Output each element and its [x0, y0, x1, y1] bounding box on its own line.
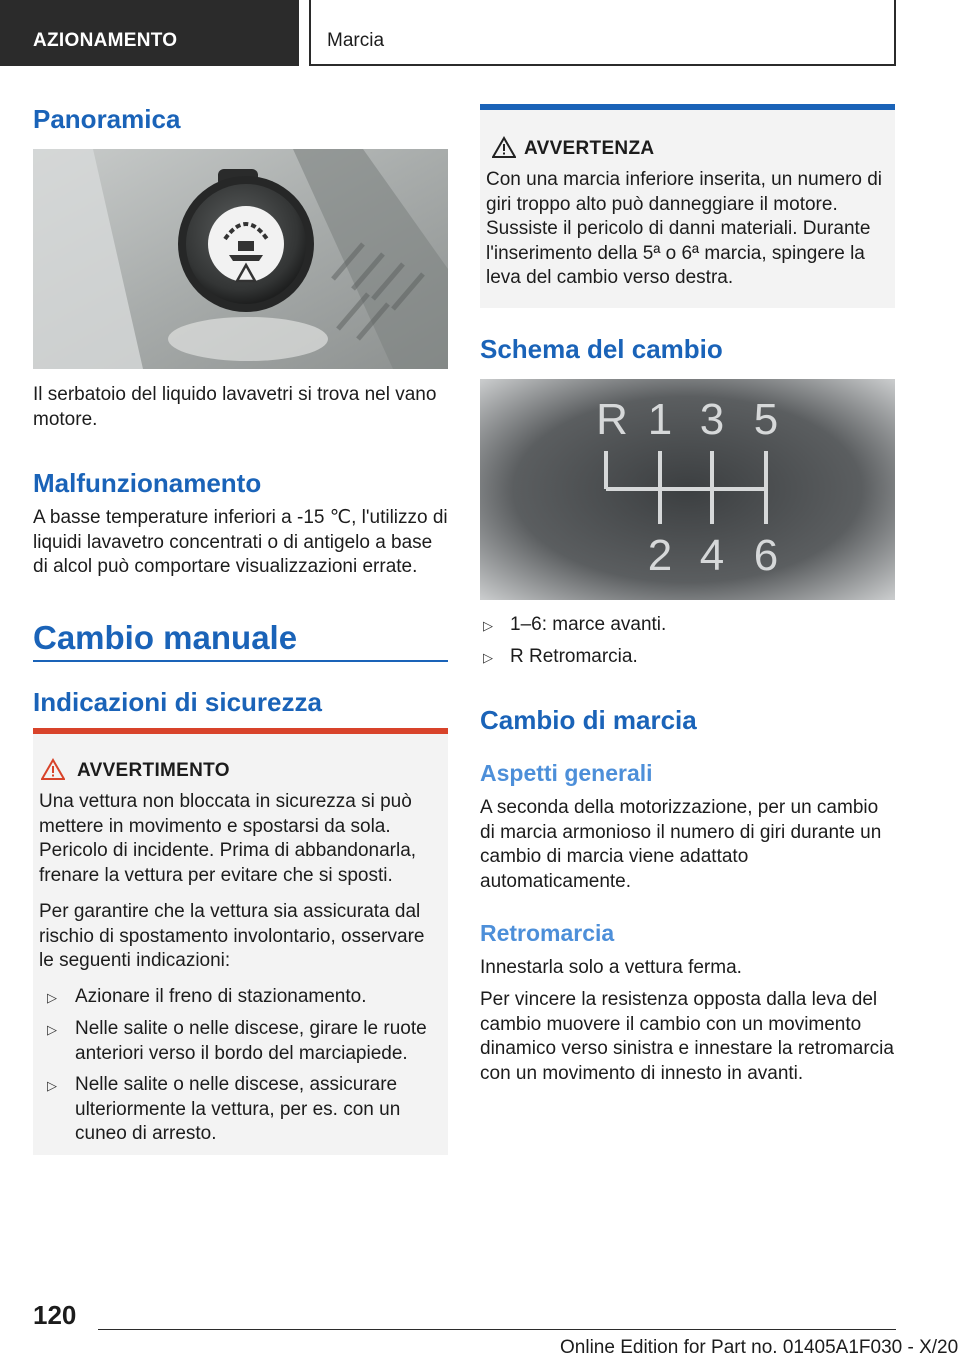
washer-reservoir-image — [33, 149, 448, 369]
schema-cambio-heading: Schema del cambio — [480, 334, 723, 364]
list-item: Nelle salite o nelle discese, assicurare ulteriormente la vettura, per es. con un cuneo di arresto. — [75, 1074, 401, 1144]
bullet-triangle-icon: ▷ — [47, 1078, 57, 1093]
bullet-triangle-icon: ▷ — [47, 1022, 57, 1037]
bullet-triangle-icon: ▷ — [483, 618, 493, 633]
section-divider — [33, 660, 448, 662]
aspetti-generali-text: A seconda della motorizzazione, per un cambio di marcia armonioso il numero di giri durante un cambio di marcia viene adattato automaticamente. — [480, 797, 882, 892]
header-chapter-label: Marcia — [327, 30, 385, 51]
panoramica-text: Il serbatoio del liquido lavavetri si trova nel vano motore. — [33, 384, 437, 430]
avvertimento-title: AVVERTIMENTO — [77, 760, 230, 781]
cambio-marcia-heading: Cambio di marcia — [480, 705, 697, 735]
header-section-tab — [0, 0, 299, 66]
avvertimento-para-2: Per garantire che la vettura sia assicurata dal rischio di spostamento involontario, osservare le seguenti indicazioni: — [39, 901, 425, 971]
list-item: R Retromarcia. — [510, 646, 638, 667]
avvertenza-text: Con una marcia inferiore inserita, un numero di giri troppo alto può danneggiare il motore. Sussiste il pericolo di danni materiali. Durante l'inserimento della 5ª o 6ª marcia, spingere la leva del cambio verso destra. — [486, 169, 883, 288]
list-item: 1–6: marce avanti. — [510, 614, 667, 635]
bullet-triangle-icon: ▷ — [47, 990, 57, 1005]
avvertimento-box — [33, 728, 448, 1155]
list-item: Nelle salite o nelle discese, girare le ruote anteriori verso il bordo del marciapiede. — [75, 1018, 427, 1064]
header-chapter-bar — [309, 0, 896, 66]
gear-label: 5 — [753, 395, 779, 444]
avvertenza-box — [480, 104, 895, 308]
panoramica-heading: Panoramica — [33, 104, 181, 134]
retromarcia-heading: Retromarcia — [480, 920, 615, 946]
warning-triangle-icon — [492, 136, 516, 158]
avvertenza-title: AVVERTENZA — [524, 138, 655, 159]
footer-divider — [98, 1329, 896, 1330]
list-item: Azionare il freno di stazionamento. — [75, 986, 367, 1007]
page-number: 120 — [33, 1300, 77, 1330]
retromarcia-para-2: Per vincere la resistenza opposta dalla leva del cambio muovere il cambio con un movimento dinamico verso sinistra e innestare la retromarcia con un movimento di innesto in avanti. — [480, 989, 894, 1084]
aspetti-generali-heading: Aspetti generali — [480, 760, 653, 786]
bullet-triangle-icon: ▷ — [483, 650, 493, 665]
indicazioni-sicurezza-heading: Indicazioni di sicurezza — [33, 687, 322, 717]
avvertimento-para-1: Una vettura non bloccata in sicurezza si può mettere in movimento e spostarsi da sola. Pericolo di incidente. Prima di abbandonarla, frenare la vettura per evitare che si sposti. — [39, 791, 417, 886]
gear-label: 2 — [647, 531, 673, 580]
gear-shift-pattern-image — [480, 379, 895, 600]
gear-label: R — [596, 395, 628, 444]
header-section-label: AZIONAMENTO — [33, 30, 178, 51]
gear-label: 1 — [647, 395, 673, 444]
malfunzionamento-text: A basse temperature inferiori a -15 ℃, l'utilizzo di liquidi lavavetro concentrati o di antigelo a base di alcol può comportare visualizzazioni errate. — [33, 507, 448, 577]
gear-label: 6 — [753, 531, 779, 580]
warning-triangle-icon — [41, 758, 65, 780]
malfunzionamento-heading: Malfunzionamento — [33, 468, 262, 498]
retromarcia-para-1: Innestarla solo a vettura ferma. — [480, 957, 742, 978]
gear-label: 3 — [699, 395, 725, 444]
cambio-manuale-heading: Cambio manuale — [33, 619, 298, 656]
gear-label: 4 — [699, 531, 725, 580]
footer-edition: Online Edition for Part no. 01405A1F030 - X/20 — [560, 1337, 959, 1358]
